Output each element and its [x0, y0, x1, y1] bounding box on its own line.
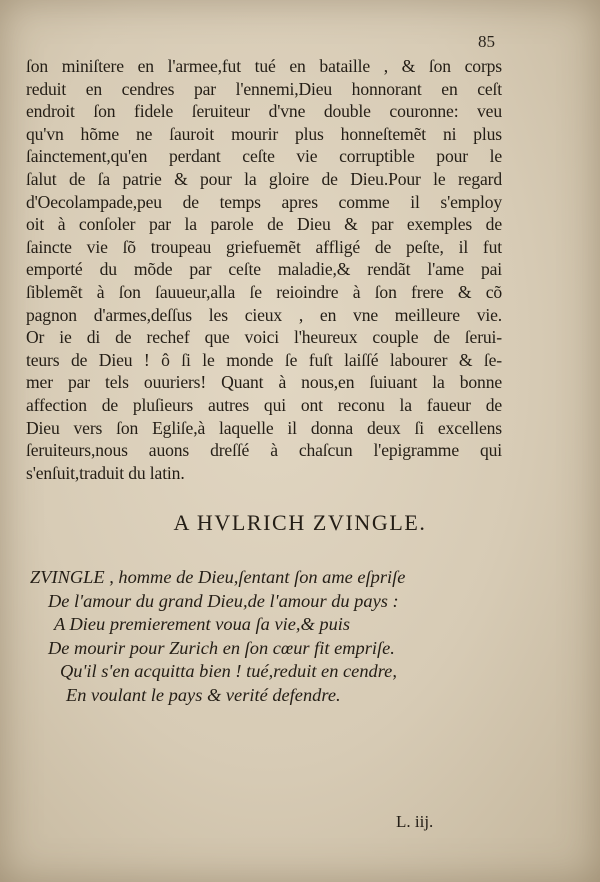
prose-line: ſeruiteurs,nous auons dreſſé à chaſcun l'epigramme qui — [26, 440, 502, 461]
prose-line: reduit en cendres par l'ennemi,Dieu honnorant en ceſt — [26, 78, 502, 99]
poem-line: De l'amour du grand Dieu,de l'amour du pays : — [48, 590, 399, 611]
poem-line: A Dieu premierement voua ſa vie,& puis — [54, 614, 351, 635]
prose-line: oit à conſoler par la parole de Dieu & par exemples de — [26, 214, 502, 235]
epigram-poem — [30, 566, 500, 708]
prose-line: teurs de Dieu ! ô ſi le monde ſe fuſt laiſſé labourer & ſe- — [26, 349, 502, 370]
poem-line: Qu'il s'en acquitta bien ! tué,reduit en cendre, — [60, 661, 397, 682]
prose-line: Or ie di de rechef que voici l'heureux couple de ſerui- — [26, 327, 502, 348]
prose-line: affection de pluſieurs autres qui ont reconu la faueur de — [26, 394, 502, 415]
page-number: 85 — [478, 32, 495, 51]
prose-line: mer par tels ouuriers! Quant à nous,en ſuiuant la bonne — [26, 372, 502, 393]
poem-line: De mourir pour Zurich en ſon cœur fit empriſe. — [48, 637, 395, 658]
prose-line: ſaincte vie ſõ troupeau griefuemẽt affligé de peſte, il fut — [26, 236, 502, 257]
prose-line: s'enſuit,traduit du latin. — [26, 462, 185, 483]
prose-line: ſainctement,qu'en perdant ceſte vie corruptible pour le — [26, 146, 502, 167]
section-heading: A HVLRICH ZVINGLE. — [173, 510, 427, 535]
poem-line: ZVINGLE , homme de Dieu,ſentant ſon ame eſpriſe — [30, 567, 406, 587]
poem-line: En voulant le pays & verité defendre. — [66, 684, 341, 705]
prose-line: qu'vn hõme ne ſauroit mourir plus honneſtemẽt ni plus — [26, 123, 502, 144]
prose-paragraph — [26, 55, 502, 484]
prose-line: ſon miniſtere en l'armee,fut tué en bataille , & ſon corps — [26, 56, 502, 76]
prose-line: ſalut de ſa patrie & pour la gloire de Dieu.Pour le regard — [26, 168, 502, 189]
prose-line: pagnon d'armes,deſſus les cieux , en vne meilleure vie. — [26, 304, 502, 325]
prose-line: emporté du mõde par ceſte maladie,& rendãt l'ame pai — [26, 259, 502, 280]
prose-line: Dieu vers ſon Egliſe,à laquelle il donna deux ſi excellens — [26, 417, 502, 438]
prose-line: ſiblemẽt à ſon ſauueur,alla ſe reioindre à ſon frere & cõ — [26, 281, 502, 302]
prose-line: d'Oecolampade,peu de temps apres comme il s'employ — [26, 191, 502, 212]
signature-mark: L. iij. — [396, 812, 434, 831]
prose-line: endroit ſon fidele ſeruiteur d'vne double couronne: veu — [26, 101, 502, 122]
